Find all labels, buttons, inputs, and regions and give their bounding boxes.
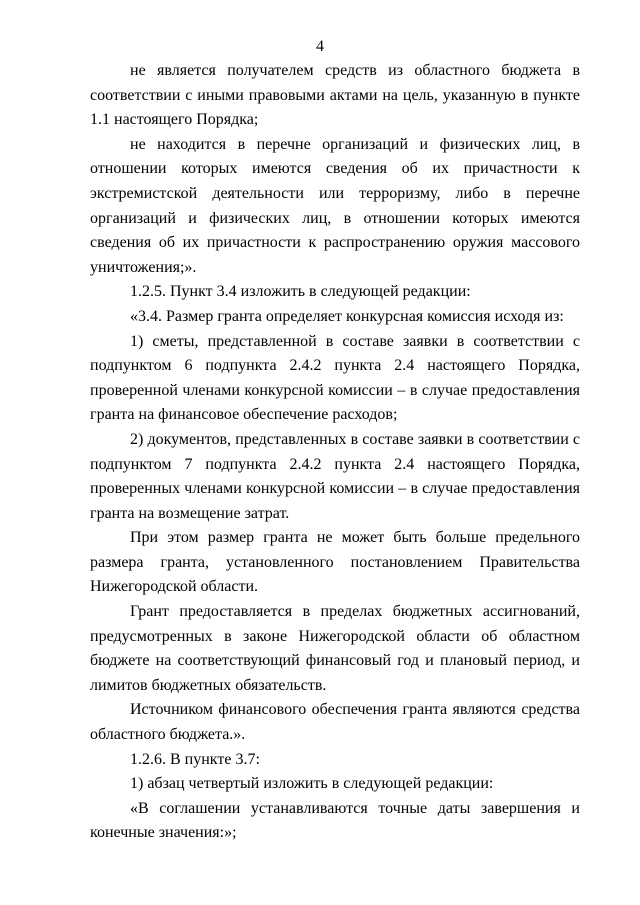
- document-body: [90, 59, 580, 846]
- paragraph: 1) сметы, представленной в составе заявки в соответствии с подпунктом 6 подпункта 2.4.2 пункта 2.4 настоящего Порядка, проверенной членами конкурсной комиссии – в случае предоставления гранта на финансовое обеспечение расходов;: [90, 332, 580, 424]
- paragraph: 1.2.5. Пункт 3.4 изложить в следующей редакции:: [130, 283, 471, 301]
- paragraph: 1) абзац четвертый изложить в следующей редакции:: [130, 775, 494, 793]
- paragraph: не является получателем средств из областного бюджета в соответствии с иными правовыми актами на цель, указанную в пункте 1.1 настоящего Порядка;: [90, 62, 580, 129]
- paragraph: не находится в перечне организаций и физических лиц, в отношении которых имеются сведения об их причастности к экстремистской деятельности или терроризму, либо в перечне организаций и физических лиц, в отношении которых имеются сведения об их причастности к распространению оружия массового уничтожения;».: [90, 135, 580, 276]
- paragraph: «В соглашении устанавливаются точные даты завершения и конечные значения:»;: [90, 799, 580, 842]
- paragraph: Источником финансового обеспечения гранта являются средства областного бюджета.».: [90, 701, 580, 744]
- paragraph: «3.4. Размер гранта определяет конкурсная комиссия исходя из:: [130, 307, 564, 325]
- paragraph: При этом размер гранта не может быть больше предельного размера гранта, установленного постановлением Правительства Нижегородской области.: [90, 529, 580, 596]
- paragraph: 2) документов, представленных в составе заявки в соответствии с подпунктом 7 подпункта 2.4.2 пункта 2.4 настоящего Порядка, проверенных членами конкурсной комиссии – в случае предоставления гранта на возмещение затрат.: [90, 430, 580, 522]
- page-number: 4: [316, 38, 324, 55]
- paragraph: 1.2.6. В пункте 3.7:: [130, 750, 260, 768]
- paragraph: Грант предоставляется в пределах бюджетных ассигнований, предусмотренных в законе Нижегородской области об областном бюджете на соответствующий финансовый год и плановый период, и лимитов бюджетных обязательств.: [90, 603, 580, 694]
